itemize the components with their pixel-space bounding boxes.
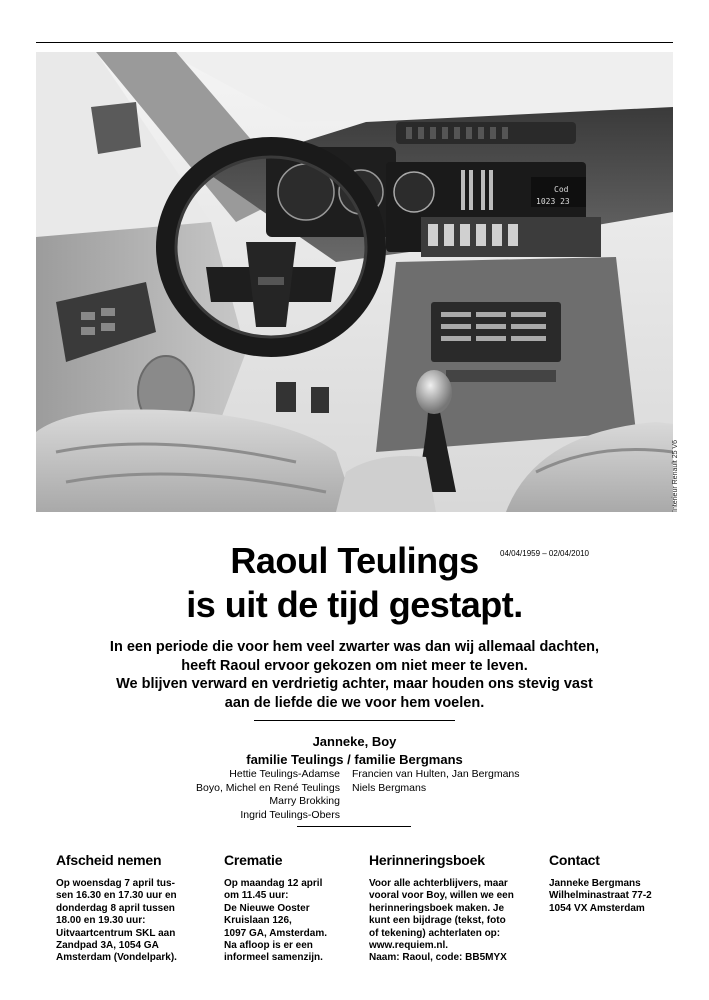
column-heading: Herinneringsboek <box>369 852 485 868</box>
column-line: 1097 GA, Amsterdam. <box>224 927 328 939</box>
column-body <box>549 878 652 915</box>
car-interior-photo <box>36 52 673 512</box>
relatives-left <box>196 768 340 822</box>
column-body <box>224 878 327 965</box>
column-line: Janneke Bergmans <box>549 878 641 889</box>
dash-display-text: Cod <box>554 185 569 194</box>
family-primary-line: Janneke, Boy <box>312 734 397 749</box>
column-line: of tekening) achterlaten op: <box>369 927 501 939</box>
column-body <box>369 878 514 965</box>
column-line: vooral voor Boy, willen we een <box>369 890 514 902</box>
relative-name: Ingrid Teulings-Obers <box>240 808 340 821</box>
column-line: 18.00 en 19.30 uur: <box>56 915 146 927</box>
deceased-name: Raoul Teulings <box>230 540 479 581</box>
column-line: 1054 VX Amsterdam <box>549 902 645 914</box>
relative-name: Boyo, Michel en René Teulings <box>196 781 340 794</box>
column-line: donderdag 8 april tussen <box>56 902 175 914</box>
column-line: sen 16.30 en 17.30 uur en <box>56 890 177 902</box>
intro-line: We blijven verward en verdrietig achter, maar houden ons stevig vast <box>116 676 593 692</box>
relative-name: Niels Bergmans <box>352 781 427 794</box>
info-column-contact <box>549 852 652 915</box>
intro-text <box>0 638 709 712</box>
divider-rule <box>297 826 411 827</box>
column-line: Voor alle achterblijvers, maar <box>369 878 508 889</box>
intro-line: aan de liefde die we voor hem voelen. <box>224 694 485 711</box>
dash-display-value: 1023 23 <box>536 197 570 206</box>
column-line: Na afloop is er een <box>224 940 313 952</box>
column-line: De Nieuwe Ooster <box>224 902 310 914</box>
car-interior-illustration <box>36 52 673 512</box>
column-heading: Contact <box>549 852 600 868</box>
info-column-farewell <box>56 852 177 965</box>
column-line: Zandpad 3A, 1054 GA <box>56 940 159 952</box>
intro-line: heeft Raoul ervoor gekozen om niet meer te leven. <box>181 657 528 674</box>
column-line: Uitvaartcentrum SKL aan <box>56 927 176 939</box>
column-line: Amsterdam (Vondelpark). <box>56 952 177 964</box>
column-line: Kruislaan 126, <box>224 915 292 927</box>
column-line: Op woensdag 7 april tus- <box>56 878 175 889</box>
column-body <box>56 878 177 965</box>
divider-rule <box>254 720 455 721</box>
relative-name: Hettie Teulings-Adamse <box>229 768 340 780</box>
family-primary <box>0 733 709 769</box>
column-line: om 11.45 uur: <box>224 890 289 902</box>
life-dates: 04/04/1959 – 02/04/2010 <box>500 549 589 558</box>
column-line: herinneringsboek maken. Je <box>369 902 505 914</box>
requiem-link[interactable]: www.requiem.nl. <box>369 940 449 952</box>
info-column-cremation <box>224 852 327 965</box>
relatives-right <box>352 768 520 795</box>
photo-caption: Interieur Renault 25 V6 <box>672 440 679 512</box>
column-line: Wilhelminastraat 77-2 <box>549 890 652 902</box>
column-line: kunt een bijdrage (tekst, foto <box>369 915 506 927</box>
column-heading: Afscheid nemen <box>56 852 162 868</box>
relative-name: Francien van Hulten, Jan Bergmans <box>352 768 520 780</box>
family-primary-line: familie Teulings / familie Bergmans <box>246 752 463 767</box>
headline-subline: is uit de tijd gestapt. <box>186 584 523 625</box>
info-column-memory-book <box>369 852 514 965</box>
column-heading: Crematie <box>224 852 283 868</box>
column-line: informeel samenzijn. <box>224 952 323 964</box>
column-line: Naam: Raoul, code: BB5MYX <box>369 952 507 964</box>
intro-line: In een periode die voor hem veel zwarter was dan wij allemaal dachten, <box>109 639 600 655</box>
top-rule <box>36 42 673 43</box>
column-line: Op maandag 12 april <box>224 878 323 889</box>
relative-name: Marry Brokking <box>269 795 340 808</box>
